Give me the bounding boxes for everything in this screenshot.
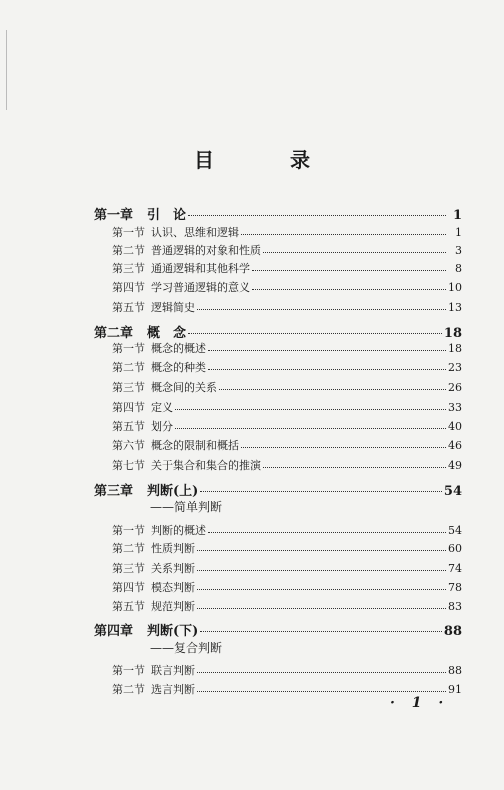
section-number: 第三节	[112, 562, 145, 575]
chapter-number: 第四章	[94, 624, 134, 639]
chapter-title: 判断(下)	[147, 624, 199, 639]
section-title: 关于集合和集合的推演	[151, 459, 261, 472]
page-ref: 10	[448, 281, 462, 294]
toc-chapter-row[interactable]	[94, 480, 462, 499]
section-number: 第二节	[112, 542, 145, 555]
page-ref: 18	[443, 326, 462, 341]
toc-section-row[interactable]	[112, 418, 462, 434]
section-number: 第二节	[112, 361, 145, 374]
page-ref: 88	[448, 664, 462, 677]
page-ref: 91	[448, 683, 462, 696]
page-ref: 60	[448, 542, 462, 555]
section-number: 第三节	[112, 262, 145, 275]
dot-leader	[197, 570, 446, 571]
dot-leader	[241, 447, 446, 448]
chapter-title: 判断(上)	[147, 484, 199, 499]
section-number: 第五节	[112, 600, 145, 613]
toc-section-row[interactable]	[112, 242, 462, 258]
dot-leader	[241, 234, 446, 235]
section-title: 模态判断	[151, 581, 195, 594]
chapter-subtitle: ——复合判断	[150, 641, 223, 655]
page-ref: 74	[448, 562, 462, 575]
dot-leader	[188, 333, 442, 334]
toc-section-row[interactable]	[112, 540, 462, 556]
dot-leader	[197, 691, 446, 692]
section-title: 概念间的关系	[151, 381, 217, 394]
chapter-number: 第一章	[94, 208, 134, 223]
dot-leader	[175, 409, 446, 410]
page-ref: 83	[448, 600, 462, 613]
section-number: 第一节	[112, 524, 145, 537]
dot-leader	[197, 550, 446, 551]
page-ref: 1	[455, 226, 462, 239]
chapter-title: 引 论	[147, 208, 187, 223]
page-ref: 3	[455, 244, 462, 257]
section-number: 第五节	[112, 301, 145, 314]
section-number: 第七节	[112, 459, 145, 472]
section-title: 联言判断	[151, 664, 195, 677]
toc-section-row[interactable]	[112, 399, 462, 415]
toc-section-row[interactable]	[112, 598, 462, 614]
page-ref: 78	[448, 581, 462, 594]
toc-section-row[interactable]	[112, 260, 462, 276]
section-number: 第一节	[112, 664, 145, 677]
dot-leader	[197, 309, 446, 310]
section-number: 第五节	[112, 420, 145, 433]
section-title: 学习普通逻辑的意义	[151, 281, 250, 294]
toc-section-row[interactable]	[112, 340, 462, 356]
section-number: 第一节	[112, 342, 145, 355]
section-title: 规范判断	[151, 600, 195, 613]
toc-section-row[interactable]	[112, 359, 462, 375]
page-ref: 23	[448, 361, 462, 374]
page-ref: 88	[443, 624, 462, 639]
page-ref: 33	[448, 401, 462, 414]
page-ref: 18	[448, 342, 462, 355]
dot-leader	[263, 252, 446, 253]
page-number: · 1 ·	[390, 695, 450, 711]
chapter-subtitle: ——简单判断	[150, 500, 223, 514]
dot-leader	[197, 672, 446, 673]
dot-leader	[208, 532, 446, 533]
section-number: 第一节	[112, 226, 145, 239]
page-ref: 54	[443, 484, 462, 499]
section-number: 第二节	[112, 683, 145, 696]
section-number: 第四节	[112, 581, 145, 594]
section-title: 性质判断	[151, 542, 195, 555]
toc-chapter-row[interactable]	[94, 620, 462, 639]
section-number: 第四节	[112, 281, 145, 294]
page-ref: 40	[448, 420, 462, 433]
chapter-number: 第三章	[94, 484, 134, 499]
toc-section-row[interactable]	[112, 579, 462, 595]
section-title: 逻辑简史	[151, 301, 195, 314]
chapter-number: 第二章	[94, 326, 134, 341]
page-ref: 1	[452, 208, 462, 223]
chapter-title: 概 念	[147, 326, 187, 341]
page-ref: 8	[455, 262, 462, 275]
page-ref: 49	[448, 459, 462, 472]
dot-leader	[175, 428, 446, 429]
dot-leader	[252, 270, 446, 271]
dot-leader	[197, 608, 446, 609]
section-title: 定义	[151, 401, 173, 414]
page-title: 目 录	[194, 148, 338, 172]
section-title: 通通逻辑和其他科学	[151, 262, 250, 275]
dot-leader	[208, 350, 446, 351]
toc-chapter-row[interactable]	[94, 322, 462, 341]
page-ref: 13	[448, 301, 462, 314]
section-title: 普通逻辑的对象和性质	[151, 244, 261, 257]
section-number: 第二节	[112, 244, 145, 257]
scan-margin-mark	[6, 30, 7, 110]
page-ref: 26	[448, 381, 462, 394]
toc-section-row[interactable]	[112, 299, 462, 315]
page-ref: 46	[448, 439, 462, 452]
section-title: 概念的概述	[151, 342, 206, 355]
section-title: 关系判断	[151, 562, 195, 575]
section-title: 选言判断	[151, 683, 195, 696]
section-title: 认识、思维和逻辑	[151, 226, 239, 239]
page-ref: 54	[448, 524, 462, 537]
dot-leader	[252, 289, 446, 290]
dot-leader	[197, 589, 446, 590]
dot-leader	[263, 467, 446, 468]
section-title: 概念的种类	[151, 361, 206, 374]
dot-leader	[219, 389, 446, 390]
toc-section-row[interactable]	[112, 522, 462, 538]
section-title: 划分	[151, 420, 173, 433]
section-number: 第六节	[112, 439, 145, 452]
toc-chapter-row[interactable]	[94, 204, 462, 223]
dot-leader	[200, 631, 442, 632]
section-title: 概念的限制和概括	[151, 439, 239, 452]
section-number: 第三节	[112, 381, 145, 394]
toc-section-row[interactable]	[112, 224, 462, 240]
section-number: 第四节	[112, 401, 145, 414]
toc-section-row[interactable]	[112, 662, 462, 678]
toc-section-row[interactable]	[112, 560, 462, 576]
toc-section-row[interactable]	[112, 279, 462, 295]
section-title: 判断的概述	[151, 524, 206, 537]
dot-leader	[200, 491, 442, 492]
dot-leader	[208, 369, 446, 370]
toc-section-row[interactable]	[112, 437, 462, 453]
dot-leader	[188, 215, 446, 216]
toc-section-row[interactable]	[112, 457, 462, 473]
toc-section-row[interactable]	[112, 379, 462, 395]
